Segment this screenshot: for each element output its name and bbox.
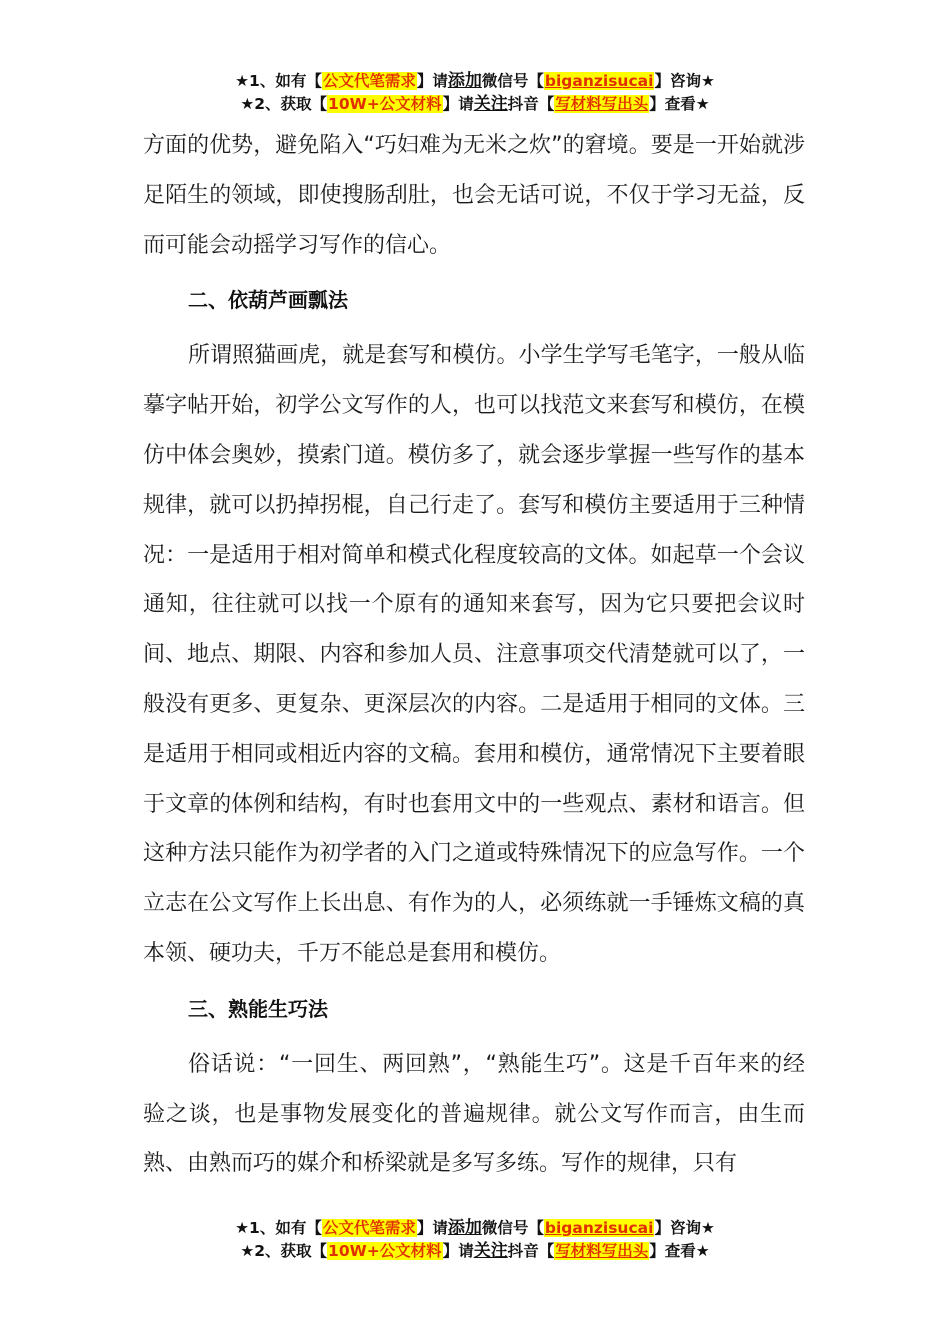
banner-text: 微信号【 — [481, 1219, 544, 1237]
footer-banner — [0, 1217, 950, 1263]
banner-emphasis: 关注 — [473, 1241, 508, 1261]
banner-emphasis: 关注 — [473, 94, 508, 114]
highlight-service: 公文代笔需求 — [322, 72, 416, 90]
banner-text: 抖音【 — [507, 1242, 555, 1260]
banner-text: ★2、获取【 — [240, 95, 328, 113]
footer-banner-line-1 — [0, 1217, 950, 1240]
banner-text: 】请 — [416, 1219, 448, 1237]
banner-text: 】请 — [442, 95, 474, 113]
section-heading-2: 二、依葫芦画瓢法 — [188, 288, 348, 313]
paragraph-3: 俗话说：“一回生、两回熟”，“熟能生巧”。这是千百年来的经验之谈，也是事物发展变化的普遍规律。就公文写作而言，由生而熟、由熟而巧的媒介和桥梁就是多写多练。写作的规律，只有 — [143, 1051, 805, 1177]
banner-text: 微信号【 — [481, 72, 544, 90]
banner-text: ★1、如有【 — [235, 72, 322, 90]
highlight-materials: 10W+公文材料 — [328, 95, 442, 113]
banner-text: 】咨询★ — [654, 72, 715, 90]
banner-text: 】请 — [416, 72, 448, 90]
header-banner-line-2 — [0, 93, 950, 116]
banner-emphasis: 添加 — [447, 1218, 482, 1238]
wechat-id-link[interactable]: biganzisucai — [544, 72, 654, 90]
banner-text: ★2、获取【 — [240, 1242, 328, 1260]
douyin-account-link[interactable]: 写材料写出头 — [555, 1242, 649, 1260]
douyin-account-link[interactable]: 写材料写出头 — [555, 95, 649, 113]
banner-text: 】查看★ — [649, 95, 710, 113]
document-body — [143, 121, 805, 1189]
section-heading-3: 三、熟能生巧法 — [188, 996, 328, 1021]
banner-text: ★1、如有【 — [235, 1219, 322, 1237]
footer-banner-line-2 — [0, 1240, 950, 1263]
banner-text: 】咨询★ — [654, 1219, 715, 1237]
banner-text: 】查看★ — [649, 1242, 710, 1260]
banner-text: 】请 — [442, 1242, 474, 1260]
header-banner-line-1 — [0, 70, 950, 93]
paragraph-2: 所谓照猫画虎，就是套写和模仿。小学生学写毛笔字，一般从临摹字帖开始，初学公文写作的人，也可以找范文来套写和模仿，在模仿中体会奥妙，摸索门道。模仿多了，就会逐步掌握一些写作的基本规律，就可以扔掉拐棍，自己行走了。套写和模仿主要适用于三种情况：一是适用于相对简单和模式化程度较高的文体。如起草一个会议通知，往往就可以找一个原有的通知来套写，因为它只要把会议时间、地点、期限、内容和参加人员、注意事项交代清楚就可以了，一般没有更多、更复杂、更深层次的内容。二是适用于相同的文体。三是适用于相同或相近内容的文稿。套用和模仿，通常情况下主要着眼于文章的体例和结构，有时也套用文中的一些观点、素材和语言。但这种方法只能作为初学者的入门之道或特殊情况下的应急写作。一个立志在公文写作上长出息、有作为的人，必须练就一手锤炼文稿的真本领、硬功夫，千万不能总是套用和模仿。 — [143, 343, 805, 966]
wechat-id-link[interactable]: biganzisucai — [544, 1219, 654, 1237]
banner-emphasis: 添加 — [447, 71, 482, 91]
banner-text: 抖音【 — [507, 95, 555, 113]
paragraph-1: 方面的优势，避免陷入“巧妇难为无米之炊”的窘境。要是一开始就涉足陌生的领域，即使搜肠刮肚，也会无话可说，不仅于学习无益，反而可能会动摇学习写作的信心。 — [143, 133, 805, 258]
highlight-service: 公文代笔需求 — [322, 1219, 416, 1237]
highlight-materials: 10W+公文材料 — [328, 1242, 442, 1260]
header-banner — [0, 70, 950, 116]
